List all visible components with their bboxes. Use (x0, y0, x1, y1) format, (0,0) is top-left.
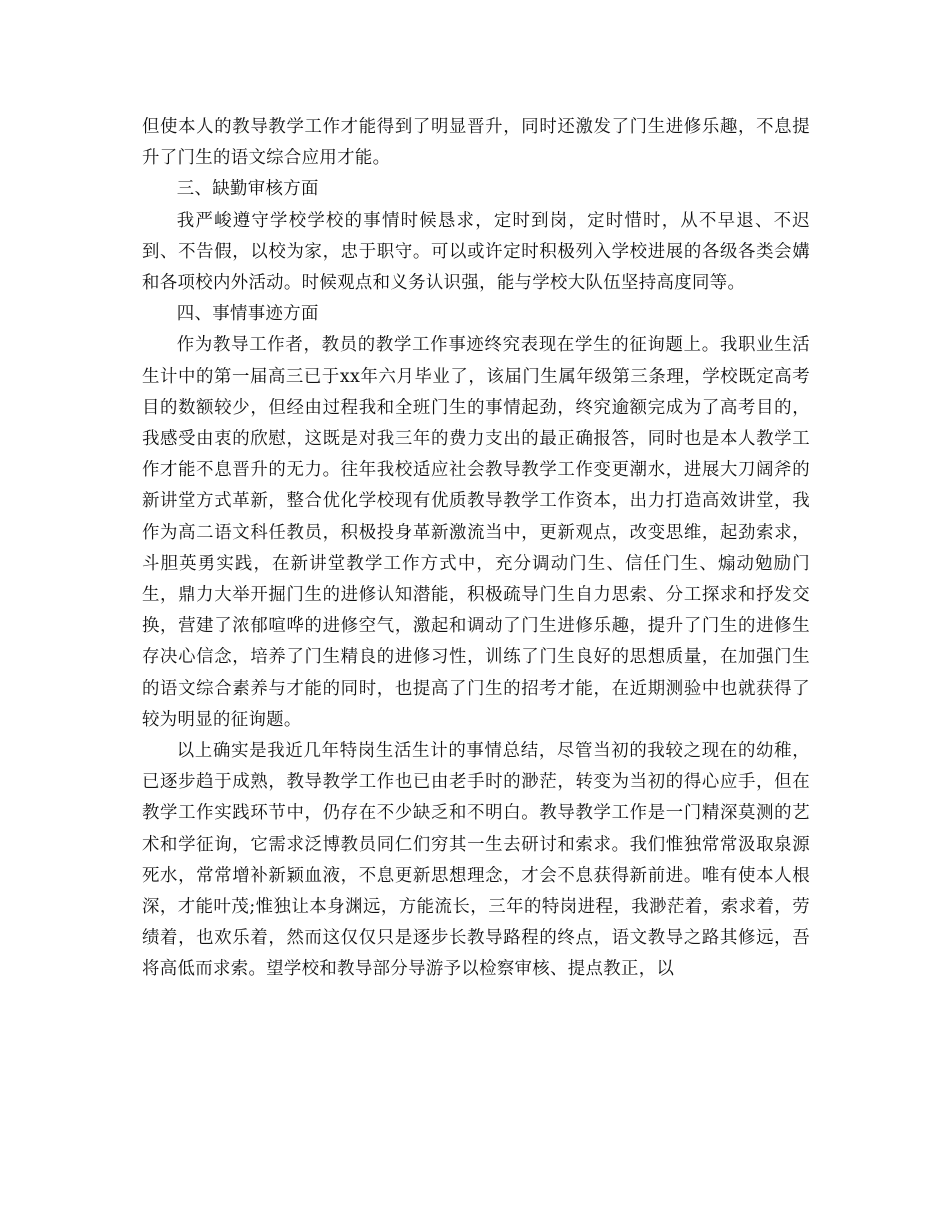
document-body (142, 112, 810, 986)
paragraph-continuation: 但使本人的教导教学工作才能得到了明显晋升，同时还激发了门生进修乐趣，不息提升了门生的语文综合应用才能。 (142, 117, 810, 169)
paragraph-summary: 以上确实是我近几年特岗生活生计的事情总结，尽管当初的我较之现在的幼稚，已逐步趋于成熟，教导教学工作也已由老手时的渺茫，转变为当初的得心应手，但在教学工作实践环节中，仍存在不少缺乏和不明白。教导教学工作是一门精深莫测的艺术和学征询，它需求泛博教员同仁们穷其一生去研讨和索求。我们惟独常常汲取泉源死水，常常增补新颖血液，不息更新思想理念，才会不息获得新前进。唯有使本人根深，才能叶茂;惟独让本身渊远，方能流长，三年的特岗进程，我渺茫着，索求着，劳绩着，也欢乐着，然而这仅仅只是逐步长教导路程的终点，语文教导之路其修远，吾将高低而求索。望学校和教导部分导游予以检察审核、提点教正，以 (142, 741, 810, 980)
section-heading-attendance: 三、缺勤审核方面 (176, 179, 319, 200)
paragraph-achievements: 作为教导工作者，教员的教学工作事迹终究表现在学生的征询题上。我职业生活生计中的第一届高三已于xx年六月毕业了，该届门生属年级第三条理，学校既定高考目的数额较少，但经由过程我和全班门生的事情起劲，终究逾额完成为了高考目的，我感受由衷的欣慰，这既是对我三年的费力支出的最正确报答，同时也是本人教学工作才能不息晋升的无力。往年我校适应社会教导教学工作变更潮水，进展大刀阔斧的新讲堂方式革新，整合优化学校现有优质教导教学工作资本，出力打造高效讲堂，我作为高二语文科任教员，积极投身革新激流当中，更新观点，改变思维，起劲索求，斗胆英勇实践，在新讲堂教学工作方式中，充分调动门生、信任门生、煽动勉励门生，鼎力大举开掘门生的进修认知潜能，积极疏导门生自力思索、分工探求和抒发交换，营建了浓郁喧哗的进修空气，激起和调动了门生进修乐趣，提升了门生的进修生存决心信念，培养了门生精良的进修习性，训练了门生良好的思想质量，在加强门生的语文综合素养与才能的同时，也提高了门生的招考才能，在近期测验中也就获得了较为明显的征询题。 (142, 335, 810, 730)
paragraph-attendance: 我严峻遵守学校学校的事情时候恳求，定时到岗，定时惜时，从不早退、不迟到、不告假，以校为家，忠于职守。可以或许定时积极列入学校进展的各级各类会媾和各项校内外活动。时候观点和义务认识强，能与学校大队伍坚持高度同等。 (142, 210, 810, 294)
section-heading-achievements: 四、事情事迹方面 (176, 304, 319, 325)
